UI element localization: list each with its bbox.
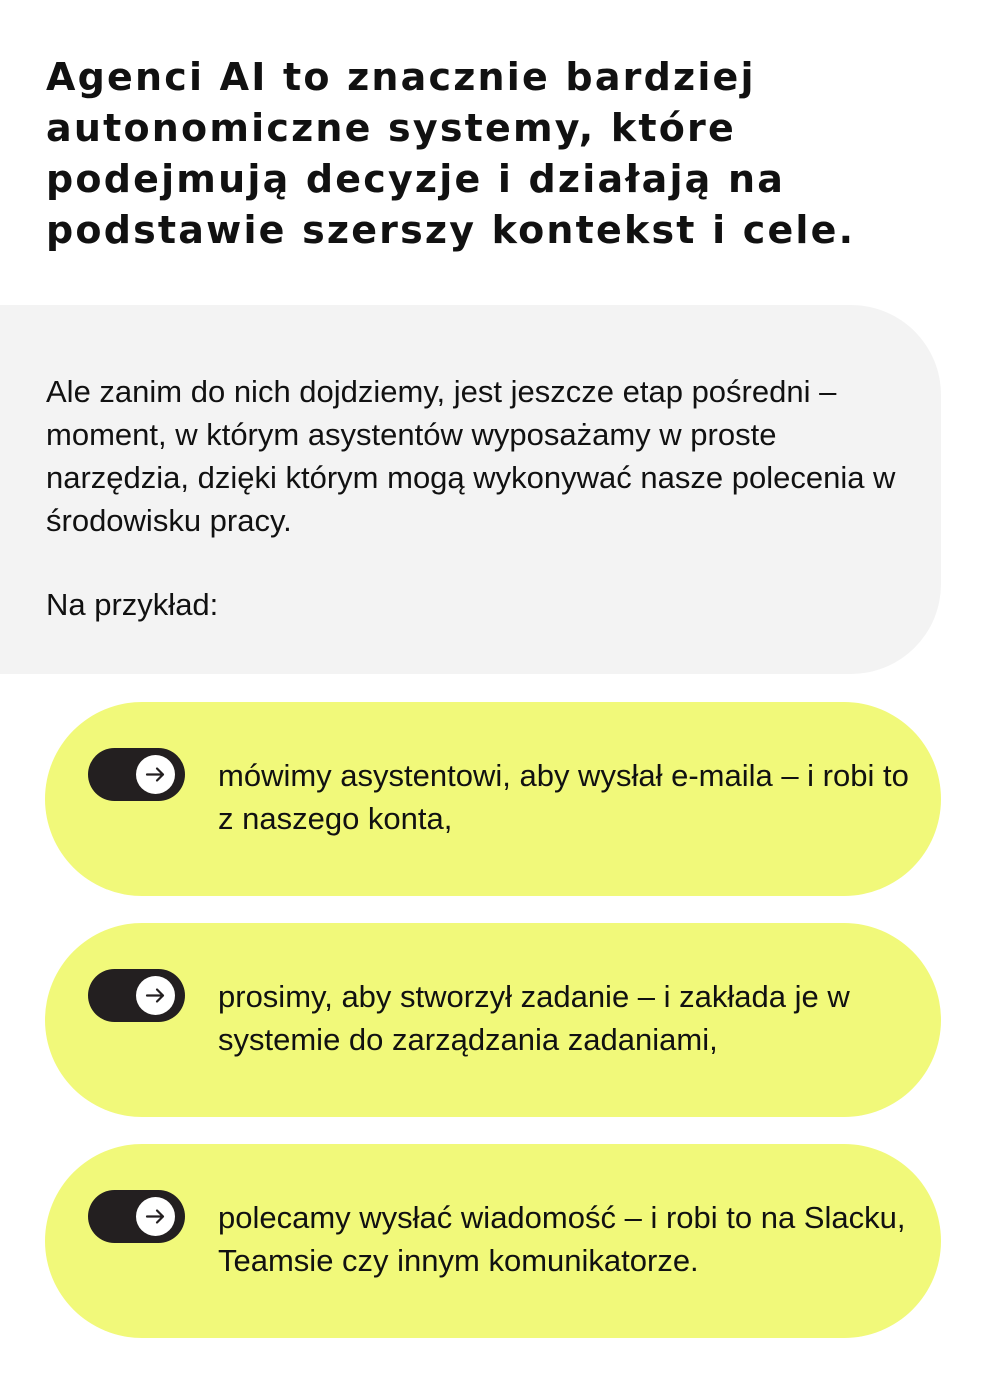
toggle-knob <box>136 755 175 794</box>
list-item-text: polecamy wysłać wiadomość – i robi to na Slacku, Teamsie czy innym komunikatorze. <box>218 1200 906 1278</box>
arrow-right-icon <box>136 1197 175 1236</box>
arrow-right-icon <box>136 755 175 794</box>
intro-text: Ale zanim do nich dojdziemy, jest jeszcze etap pośredni – moment, w którym asystentów wyposażamy w proste narzędzia, dzięki którym mogą wykonywać nasze polecenia w środowisku pracy. <box>46 374 896 538</box>
list-item <box>45 702 941 896</box>
headline: Agenci AI to znacznie bardziej autonomiczne systemy, które podejmują decyzje i działają na podstawie szerszy kontekst i cele. <box>46 55 856 252</box>
toggle-switch <box>88 748 185 801</box>
toggle-knob <box>136 1197 175 1236</box>
arrow-right-icon <box>136 976 175 1015</box>
list-item-text: prosimy, aby stworzył zadanie – i zakłada je w systemie do zarządzania zadaniami, <box>218 979 850 1057</box>
toggle-switch <box>88 969 185 1022</box>
list-item <box>45 923 941 1117</box>
example-label: Na przykład: <box>46 587 219 622</box>
list-item <box>45 1144 941 1338</box>
toggle-switch <box>88 1190 185 1243</box>
toggle-knob <box>136 976 175 1015</box>
list-item-text: mówimy asystentowi, aby wysłał e-maila – i robi to z naszego konta, <box>218 758 909 836</box>
